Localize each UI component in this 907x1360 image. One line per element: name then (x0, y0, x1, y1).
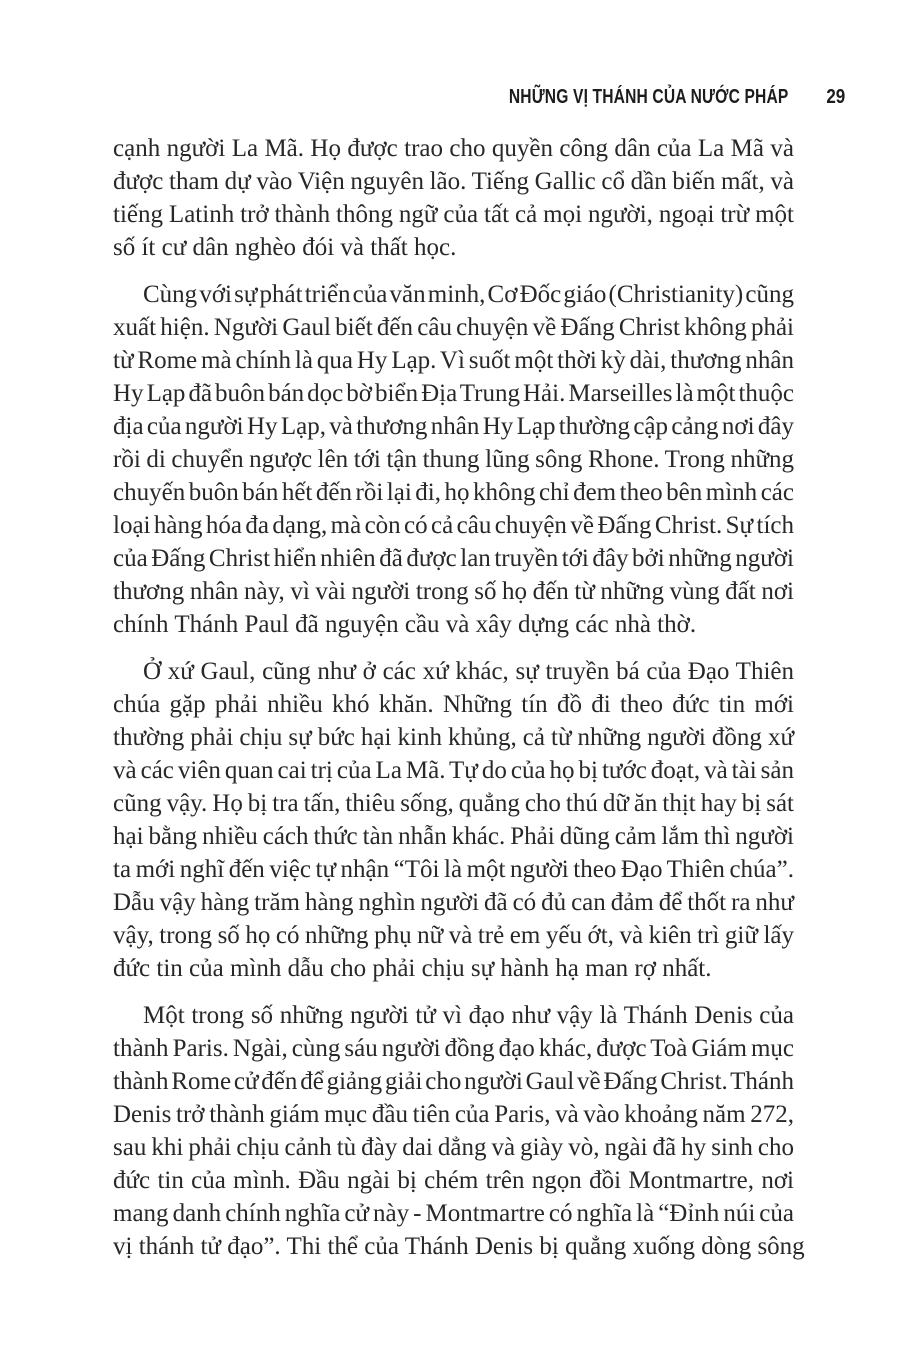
text-line-text: Hy Lạp đã buôn bán dọc bờ biển Địa Trung Hải. Marseilles là một thuộc (113, 380, 794, 407)
text-line (113, 1230, 805, 1263)
text-line-text: và các viên quan cai trị của La Mã. Tự do của họ bị tước đoạt, và tài sản (113, 757, 794, 784)
text-line (113, 820, 794, 853)
text-line-text: mang danh chính nghĩa cử này - Montmartre có nghĩa là “Đỉnh núi của (113, 1200, 794, 1227)
text-line-text: của Đấng Christ hiển nhiên đã được lan truyền tới đây bởi những người (113, 545, 794, 572)
text-line-text: đức tin của mình. Đầu ngài bị chém trên ngọn đồi Montmartre, nơi (113, 1167, 794, 1194)
text-line (113, 952, 794, 985)
paragraph (113, 999, 805, 1263)
text-line (113, 787, 794, 820)
text-line-text: sau khi phải chịu cảnh tù đày dai dẳng và giày vò, ngài đã hy sinh cho (113, 1134, 794, 1161)
text-line (113, 132, 794, 165)
text-line (113, 165, 794, 198)
text-line-text: đức tin của mình dẫu cho phải chịu sự hành hạ man rợ nhất. (113, 955, 712, 982)
text-line (113, 575, 794, 608)
text-line-text: xuất hiện. Người Gaul biết đến câu chuyện về Đấng Christ không phải (113, 314, 795, 341)
text-line-text: vị thánh tử đạo”. Thi thể của Thánh Denis bị quẳng xuống dòng sông (113, 1233, 805, 1260)
text-line-text: cũng vậy. Họ bị tra tấn, thiêu sống, quẳng cho thú dữ ăn thịt hay bị sát (113, 790, 794, 817)
text-line-text: Dẫu vậy hàng trăm hàng nghìn người đã có đủ can đảm để thốt ra như (113, 889, 794, 916)
text-line (113, 1098, 794, 1131)
text-line (113, 278, 794, 311)
text-line (113, 721, 794, 754)
text-line (113, 608, 794, 641)
text-line (113, 377, 794, 410)
body-text (113, 132, 805, 1277)
text-line-text: thành Paris. Ngài, cùng sáu người đồng đạo khác, được Toà Giám mục (113, 1035, 794, 1062)
running-header (430, 86, 845, 109)
page-number: 29 (826, 86, 845, 108)
text-line (113, 886, 794, 919)
paragraph (113, 278, 794, 641)
text-line (113, 509, 794, 542)
paragraph (113, 132, 794, 264)
text-line-text: tiếng Latinh trở thành thông ngữ của tất cả mọi người, ngoại trừ một (113, 201, 794, 228)
text-line-text: thương nhân này, vì vài người trong số họ đến từ những vùng đất nơi (113, 578, 794, 605)
text-line (113, 443, 794, 476)
text-line (113, 655, 794, 688)
text-line (113, 999, 794, 1032)
text-line-text: địa của người Hy Lạp, và thương nhân Hy Lạp thường cập cảng nơi đây (113, 413, 794, 440)
text-line (113, 198, 794, 231)
text-line-text: từ Rome mà chính là qua Hy Lạp. Vì suốt một thời kỳ dài, thương nhân (113, 347, 794, 374)
text-line-text: được tham dự vào Viện nguyên lão. Tiếng Gallic cổ dần biến mất, và (113, 168, 794, 195)
text-line (113, 231, 794, 264)
text-line-text: Cùng với sự phát triển của văn minh, Cơ Đốc giáo (Christianity) cũng (143, 281, 794, 308)
text-line-text: chính Thánh Paul đã nguyện cầu và xây dựng các nhà thờ. (113, 611, 697, 638)
text-line (113, 853, 794, 886)
text-line (113, 344, 794, 377)
text-line (113, 1197, 794, 1230)
text-line (113, 410, 794, 443)
text-line-text: rồi di chuyển ngược lên tới tận thung lũng sông Rhone. Trong những (113, 446, 794, 473)
text-line-text: cạnh người La Mã. Họ được trao cho quyền công dân của La Mã và (113, 135, 794, 162)
text-line (113, 542, 794, 575)
text-line (113, 688, 794, 721)
text-line-text: chúa gặp phải nhiều khó khăn. Những tín đồ đi theo đức tin mới (113, 691, 794, 718)
text-line (113, 1164, 794, 1197)
text-line-text: loại hàng hóa đa dạng, mà còn có cả câu chuyện về Đấng Christ. Sự tích (113, 512, 794, 539)
text-line-text: vậy, trong số họ có những phụ nữ và trẻ em yếu ớt, và kiên trì giữ lấy (113, 922, 794, 949)
text-line-text: thành Rome cử đến để giảng giải cho người Gaul về Đấng Christ. Thánh (113, 1068, 794, 1095)
text-line (113, 1032, 794, 1065)
text-line (113, 919, 794, 952)
text-line-text: hại bằng nhiều cách thức tàn nhẫn khác. Phải dũng cảm lắm thì người (113, 823, 794, 850)
text-line-text: thường phải chịu sự bức hại kinh khủng, cả từ những người đồng xứ (113, 724, 794, 751)
text-line (113, 754, 794, 787)
text-line-text: Ở xứ Gaul, cũng như ở các xứ khác, sự truyền bá của Đạo Thiên (143, 658, 794, 685)
running-title: NHỮNG VỊ THÁNH CỦA NƯỚC PHÁP (509, 86, 789, 108)
text-line-text: Denis trở thành giám mục đầu tiên của Paris, và vào khoảng năm 272, (113, 1101, 794, 1128)
text-line-text: chuyến buôn bán hết đến rồi lại đi, họ không chỉ đem theo bên mình các (113, 479, 794, 506)
text-line-text: Một trong số những người tử vì đạo như vậy là Thánh Denis của (143, 1002, 794, 1029)
text-line (113, 1131, 794, 1164)
text-line (113, 1065, 794, 1098)
text-line-text: ta mới nghĩ đến việc tự nhận “Tôi là một người theo Đạo Thiên chúa”. (113, 856, 794, 883)
text-line-text: số ít cư dân nghèo đói và thất học. (113, 234, 457, 261)
text-line (113, 476, 794, 509)
paragraph (113, 655, 794, 985)
text-line (113, 311, 794, 344)
